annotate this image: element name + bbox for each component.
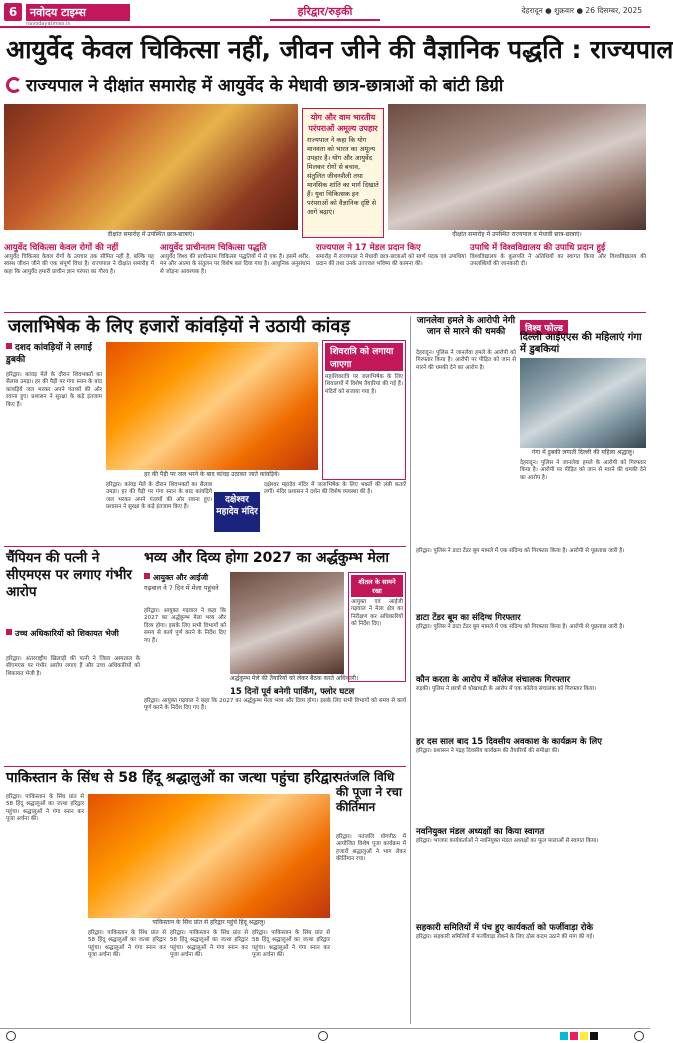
ganga-text: देहरादून। पुलिस ने जानलेवा हमले के आरोपी को गिरफ्तार किया है। आरोपी पर पीड़ित को जान से मारने की धमकी देने का आरोप है। — [520, 460, 646, 481]
lead-subheadline — [6, 74, 646, 98]
champion-headline: चैंपियन की पत्नी ने सीएमएस पर लगाए गंभीर आरोप — [6, 550, 132, 600]
pakistan-col3: हरिद्वार। पाकिस्तान के सिंध प्रांत से 58 हिंदू श्रद्धालुओं का जत्था हरिद्वार पहुंचा। श्रद्धालुओं ने गंगा स्नान कर पूजा अर्चना की। — [170, 930, 248, 959]
kumbh-box-title: शीतल के सामने रखा — [351, 575, 403, 597]
lead-photo2-caption: दीक्षांत समारोह में उपस्थित राज्यपाल व मेधावी छात्र-छात्राएं। — [388, 230, 646, 239]
right-text-3: हरिद्वार। प्रशासन ने पंद्रह दिवसीय कार्यक्रम की तैयारियों की समीक्षा की। — [416, 748, 560, 754]
kumbh-photo — [230, 572, 344, 674]
kanwar-photo-caption: हर की पैड़ी पर जल भरने के बाद कांवड़ उठाकर जाते कांवड़िये। — [106, 470, 318, 479]
right-sub-5: सहकारी समितियों में पंच हुए कार्यकर्ता को फर्जीवाड़ा रोके — [416, 923, 593, 933]
lead-body-d: विश्वविद्यालय के कुलपति ने अतिथियों का स्वागत किया और विश्वविद्यालय की उपलब्धियों की जानकारी दी। — [470, 254, 646, 268]
ganga-title: दिल्ली आईएएस की महिलाएं गंगा में डुबकियां — [520, 332, 642, 355]
divider-pakistan — [4, 766, 406, 767]
lead-sub-d: उपाधि में विश्वविद्यालय की उपाधि प्रदान हुई — [470, 243, 606, 253]
right-text-0: हरिद्वार। पुलिस ने डाटा टेंडर बूम मामले में एक संदिग्ध को गिरफ्तार किया है। आरोपी से पूछताछ जारी है। — [416, 548, 625, 554]
kanwar-box-text: महाशिवरात्रि पर जलाभिषेक के लिए शिवालयों में विशेष तैयारियां की गई हैं। मंदिरों को सजाया गया है। — [325, 374, 403, 395]
pakistan-col2: हरिद्वार। पाकिस्तान के सिंध प्रांत से 58 हिंदू श्रद्धालुओं का जत्था हरिद्वार पहुंचा। श्रद्धालुओं ने गंगा स्नान कर पूजा अर्चना की। — [88, 930, 166, 959]
color-swatch-magenta — [570, 1032, 578, 1040]
right-sub-3: हर दस साल बाद 15 दिवसीय अवकाश के कार्यक्रम के लिए — [416, 737, 602, 747]
kanwar-headline: जलाभिषेक के लिए हजारों कांवड़ियों ने उठायी कांवड़ — [8, 316, 350, 337]
lead-body-b: आयुर्वेद विश्व की प्राचीनतम चिकित्सा पद्धतियों में से एक है। इसमें शरीर, मन और आत्मा के संतुलन पर विशेष बल दिया गया है। आधुनिक अनुसंधान से जोड़ना आवश्यक है। — [160, 254, 310, 275]
ganga-intro: जानलेवा हमले के आरोपी नेगी जान से मारने की धमकी — [416, 316, 516, 337]
kumbh-box — [348, 572, 406, 682]
ganga-intro-text: देहरादून। पुलिस ने जानलेवा हमले के आरोपी को गिरफ्तार किया है। आरोपी पर पीड़ित को जान से मारने की धमकी देने का आरोप है। — [416, 350, 516, 371]
patanjali-text: हरिद्वार। पतंजलि योगपीठ में आयोजित विशेष पूजा कार्यक्रम में हजारों श्रद्धालुओं ने भाग लेकर कीर्तिमान रचा। — [336, 834, 406, 863]
kumbh-text: हरिद्वार। आयुक्त गढ़वाल ने कहा कि 2027 का अर्द्धकुम्भ मेला भव्य और दिव्य होगा। इसके लिए सभी विभागों को समय से कार्य पूर्ण करने के निर्देश दिए गए हैं। — [144, 698, 406, 712]
lead-body-c: समारोह में राज्यपाल ने मेधावी छात्र-छात्राओं को स्वर्ण पदक एवं उपाधियां प्रदान कीं तथा उनके उज्ज्वल भविष्य की कामना की। — [316, 254, 466, 268]
page-footer — [0, 1028, 650, 1043]
section-divider — [4, 312, 646, 313]
patanjali-headline-1: पतंजलि विधि की पूजा — [336, 770, 395, 799]
ganga-photo-caption: गंगा में डुबकी लगाती दिल्ली की महिला श्रद्धालु। — [520, 448, 646, 457]
kumbh-bullet: आयुक्त और आईजी — [144, 572, 226, 584]
lead-body-a: आयुर्वेद चिकित्सा केवल रोगों के उपचार तक सीमित नहीं है, बल्कि यह स्वस्थ जीवन जीने की एक संपूर्ण विधा है। राज्यपाल ने दीक्षांत समारोह में कहा कि आयुर्वेद हमारी प्राचीन ज्ञान परंपरा का गौरव है। — [4, 254, 154, 275]
kanwar-photo — [106, 342, 318, 470]
kumbh-box-text: आयुक्त एवं आईजी गढ़वाल ने मेला क्षेत्र का निरीक्षण कर अधिकारियों को निर्देश दिए। — [351, 599, 403, 628]
ganga-tag: विश्व फोल्ड — [520, 320, 568, 335]
infobox-text: राज्यपाल ने कहा कि योग मानवता को भारत का अमूल्य उपहार है। योग और आयुर्वेद मिलकर रोगों से बचाव, संतुलित जीवनशैली तथा मानसिक शांति का मार्ग दिखाते हैं। युवा चिकित्सक इन परंपराओं को वैज्ञानिक दृष्टि से आगे बढ़ाएं। — [307, 136, 379, 216]
ganga-photo — [520, 358, 646, 448]
kumbh-col1: हरिद्वार। आयुक्त गढ़वाल ने कहा कि 2027 का अर्द्धकुम्भ मेला भव्य और दिव्य होगा। इसके लिए सभी विभागों को समय से कार्य पूर्ण करने के निर्देश दिए गए हैं। — [144, 608, 226, 644]
kanwar-body: हरिद्वार। कांवड़ मेले के दौरान शिवभक्तों का सैलाब उमड़ा। हर की पैड़ी पर गंगा स्नान के बाद कांवड़िये जल भरकर अपने गंतव्यों की ओर रवाना हुए। प्रशासन ने सुरक्षा के कड़े इंतजाम किए हैं। — [6, 372, 102, 408]
champion-bullet: उच्च अधिकारियों को शिकायत भेजी — [6, 628, 140, 640]
edition-location: हरिद्वार/रुड़की — [270, 4, 380, 21]
lead-sub-b: आयुर्वेद प्राचीनतम चिकित्सा पद्धति — [160, 243, 267, 253]
divider-champion — [4, 546, 406, 547]
page-number: 6 — [4, 3, 22, 21]
right-text-1: हरिद्वार। पुलिस ने डाटा टेंडर बूम मामले में एक संदिग्ध को गिरफ्तार किया है। आरोपी से पूछताछ जारी है। — [416, 624, 625, 630]
ganga-tag-row — [520, 316, 646, 332]
lead-photo-governor — [388, 104, 646, 230]
kanwar-box — [322, 340, 406, 480]
paper-logo: नवोदय टाइम्स — [26, 4, 130, 21]
temple-label: दक्षेश्वर महादेव मंदिर — [214, 492, 260, 532]
patanjali-headline — [336, 770, 406, 815]
edition-date: देहरादून ● शुक्रवार ● 26 दिसम्बर, 2025 — [521, 6, 642, 15]
right-sub-4: नवनियुक्त मंडल अध्यक्षों का किया स्वागत — [416, 827, 545, 837]
registration-mark-icon — [634, 1031, 644, 1041]
pakistan-headline: पाकिस्तान के सिंध से 58 हिंदू श्रद्धालुओं का जत्था पहुंचा हरिद्वार — [6, 770, 338, 786]
lead-photo-convocation — [4, 104, 298, 230]
lead-sub-c: राज्यपाल ने 17 मेडल प्रदान किए — [316, 243, 421, 253]
right-text-4: हरिद्वार। भाजपा कार्यकर्ताओं ने नवनियुक्त मंडल अध्यक्षों का फूल मालाओं से स्वागत किया। — [416, 838, 599, 844]
right-text-2: रुड़की। पुलिस ने छात्रों से धोखाधड़ी के आरोप में एक कॉलेज संचालक को गिरफ्तार किया। — [416, 686, 597, 692]
champion-text: हरिद्वार। अंतरराष्ट्रीय खिलाड़ी की पत्नी ने जिला अस्पताल के सीएमएस पर गंभीर आरोप लगाए हैं और उच्च अधिकारियों को शिकायत भेजी है। — [6, 656, 140, 677]
patanjali-headline-2: ने रचा कीर्तिमान — [336, 785, 403, 814]
lead-infobox — [302, 108, 384, 238]
kumbh-photo-caption: अर्द्धकुम्भ मेले की तैयारियों को लेकर बैठक करते अधिकारी। — [230, 675, 359, 682]
column-divider — [410, 316, 411, 1024]
lead-subheadline-text: राज्यपाल ने दीक्षांत समारोह में आयुर्वेद के मेधावी छात्र-छात्राओं को बांटी डिग्री — [26, 76, 504, 96]
lead-photo1-caption: दीक्षांत समारोह में उपस्थित छात्र-छात्राएं। — [4, 230, 298, 239]
kanwar-box-title: शिवरात्रि को लगाया जाएगा — [325, 343, 403, 371]
lead-sub-a: आयुर्वेद चिकित्सा केवल रोगों की नहीं — [4, 243, 119, 253]
kumbh-sub: 15 दिनों पूर्व बनेगी पार्किंग, फ्लोर घटल — [230, 687, 355, 697]
kumbh-headline: भव्य और दिव्य होगा 2027 का अर्द्धकुम्भ मेला — [144, 550, 389, 566]
pakistan-photo-caption: पाकिस्तान के सिंध प्रांत से हरिद्वार पहुंचे हिंदू श्रद्धालु। — [88, 918, 330, 927]
right-text-5: हरिद्वार। सहकारी समितियों में फर्जीवाड़ा रोकने के लिए ठोस कदम उठाने की मांग की गई। — [416, 934, 595, 940]
paper-url: navodayatimes.in — [26, 21, 71, 27]
pakistan-photo — [88, 794, 330, 918]
lead-headline: आयुर्वेद केवल चिकित्सा नहीं, जीवन जीने की वैज्ञानिक पद्धति : राज्यपाल — [6, 35, 673, 64]
registration-mark-icon — [318, 1031, 328, 1041]
ring-icon — [6, 77, 22, 93]
infobox-title: योग और वाम भारतीय परंपराओं अमूल्य उपहार — [308, 113, 378, 133]
right-sub-1: डाटा टेंडर बूम का संदिग्ध गिरफ्तार — [416, 613, 521, 623]
color-swatch-cyan — [560, 1032, 568, 1040]
kumbh-bullet2: गढ़वाल ने 7 दिन में मेला पहुंचने — [144, 584, 219, 592]
kanwar-col2: हरिद्वार। कांवड़ मेले के दौरान शिवभक्तों का सैलाब उमड़ा। हर की पैड़ी पर गंगा स्नान के बाद कांवड़िये जल भरकर अपने गंतव्यों की ओर रवाना हुए। प्रशासन ने सुरक्षा के कड़े इंतजाम किए हैं। — [106, 482, 212, 511]
pakistan-col1: हरिद्वार। पाकिस्तान के सिंध प्रांत से 58 हिंदू श्रद्धालुओं का जत्था हरिद्वार पहुंचा। श्रद्धालुओं ने गंगा स्नान कर पूजा अर्चना की। — [6, 794, 84, 823]
right-sub-2: कौन करता के आरोप में कॉलेज संचालक गिरफ्तार — [416, 675, 571, 685]
color-swatch-yellow — [580, 1032, 588, 1040]
color-swatch-black — [590, 1032, 598, 1040]
registration-mark-icon — [6, 1031, 16, 1041]
pakistan-col4: हरिद्वार। पाकिस्तान के सिंध प्रांत से 58 हिंदू श्रद्धालुओं का जत्था हरिद्वार पहुंचा। श्रद्धालुओं ने गंगा स्नान कर पूजा अर्चना की। — [252, 930, 330, 959]
temple-text: दक्षेश्वर महादेव मंदिर में जलाभिषेक के लिए भक्तों की लंबी कतारें लगीं। मंदिर प्रशासन ने दर्शन की विशेष व्यवस्था की है। — [264, 482, 406, 496]
kanwar-bullet: दशद कांवड़ियों ने लगाई डुबकी — [6, 342, 102, 366]
